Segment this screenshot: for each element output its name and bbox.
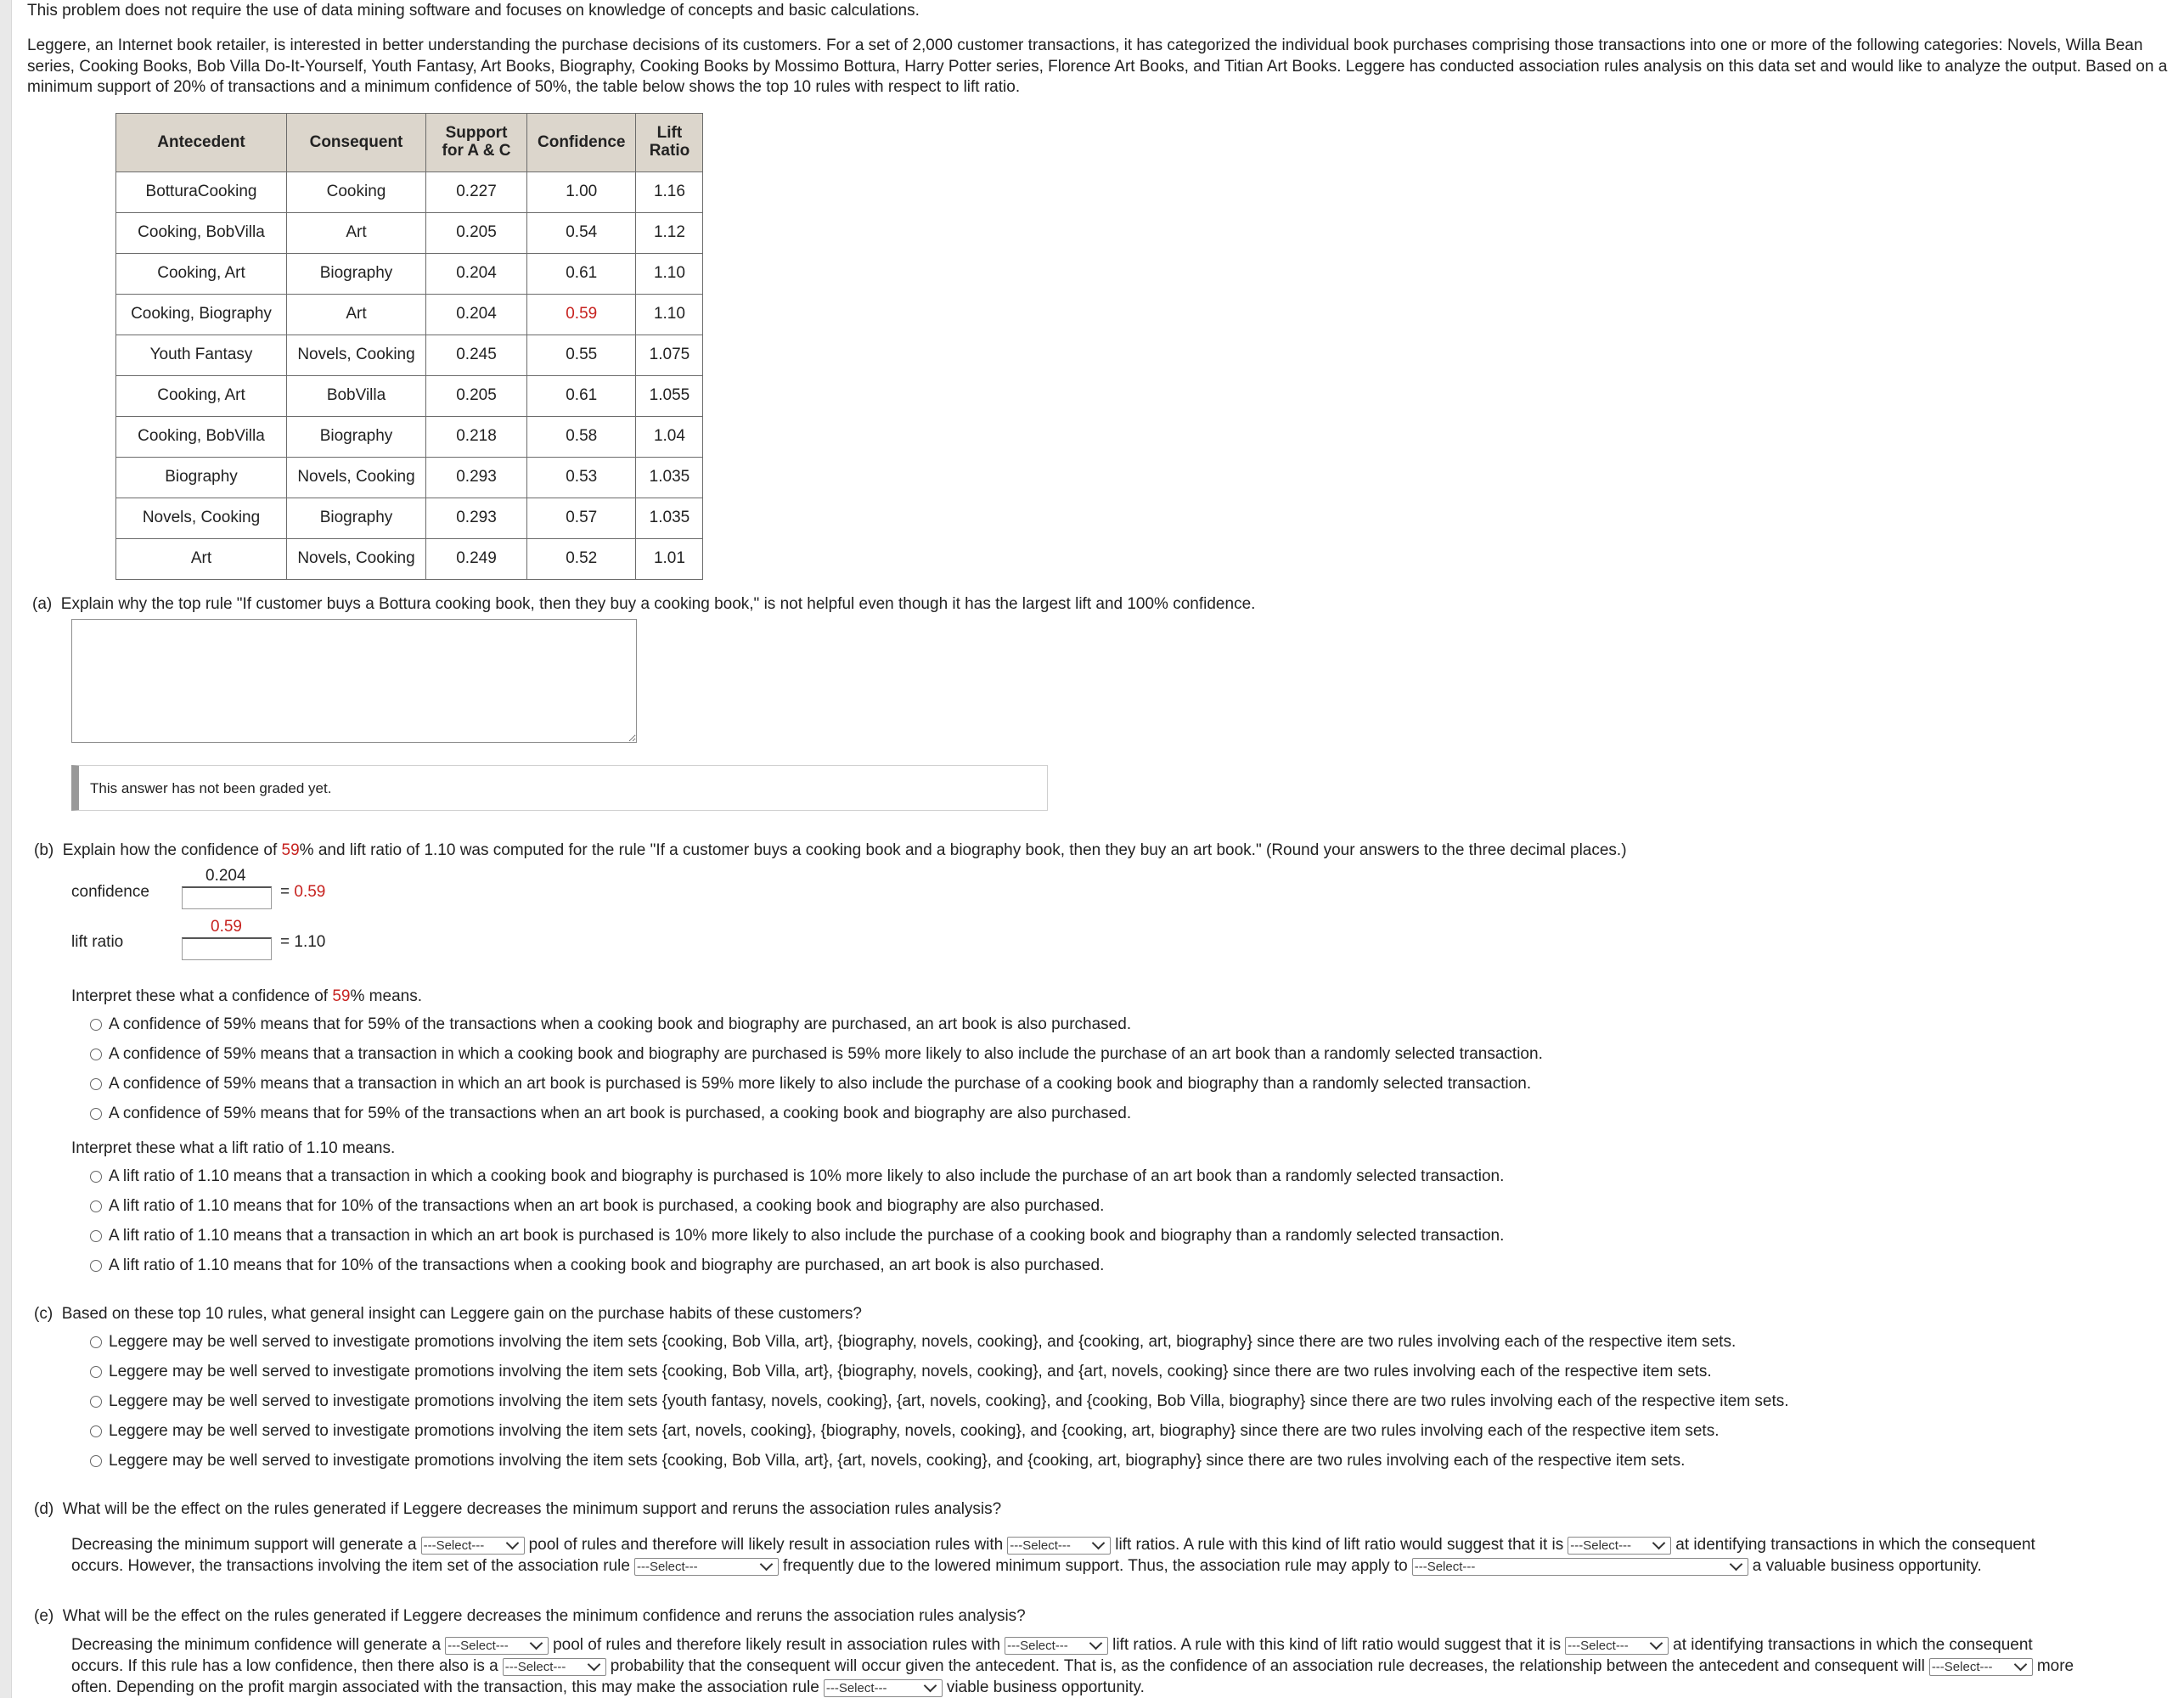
- cell-antecedent: Cooking, Art: [116, 376, 287, 417]
- radio-button[interactable]: [90, 1336, 102, 1348]
- cell-support: 0.227: [426, 172, 527, 213]
- option-text: A lift ratio of 1.10 means that for 10% of the transactions when an art book is purchased, a cooking book and biography are also purchased.: [109, 1197, 1105, 1215]
- select-label: ---Select---: [1010, 1538, 1071, 1553]
- chevron-down-icon: [1729, 1557, 1742, 1571]
- cell-consequent: Biography: [287, 417, 426, 458]
- cell-antecedent: Cooking, BobVilla: [116, 417, 287, 458]
- part-e-text-3: lift ratios. A rule with this kind of lift ratio would suggest that it is: [1112, 1636, 1562, 1654]
- chevron-down-icon: [587, 1657, 600, 1671]
- part-e-text-1: Decreasing the minimum confidence will generate a: [71, 1636, 442, 1654]
- option-text: A confidence of 59% means that for 59% of the transactions when a cooking book and biography are purchased, an art book is also purchased.: [109, 1015, 1132, 1033]
- part-d-select-frequency[interactable]: [634, 1558, 779, 1576]
- cell-lift: 1.12: [636, 213, 703, 254]
- confidence-result: [280, 882, 325, 902]
- insight-option-2[interactable]: [90, 1362, 1712, 1382]
- part-d-line-2: [71, 1556, 1982, 1577]
- table-row: [116, 335, 703, 376]
- part-d-select-lift-level[interactable]: [1007, 1537, 1111, 1555]
- part-e-select-relationship[interactable]: [1929, 1658, 2033, 1676]
- cell-support: 0.205: [426, 376, 527, 417]
- part-d-text-1: Decreasing the minimum support will generate a: [71, 1536, 417, 1554]
- cell-confidence: 1.00: [527, 172, 636, 213]
- confidence-denominator-input[interactable]: [182, 886, 272, 909]
- option-text: Leggere may be well served to investigate promotions involving the item sets {art, novels, cooking}, {biography, novels, cooking}, and {cooking, art, biography} since there are two rules involving each of the respective item sets.: [109, 1422, 1720, 1440]
- part-d-text-5: occurs. However, the transactions involving the item set of the association rule: [71, 1557, 630, 1575]
- cell-confidence: 0.61: [527, 254, 636, 295]
- confidence-equals: =: [280, 883, 295, 901]
- part-a-question: (a) Explain why the top rule "If customer buys a Bottura cooking book, then they buy a cooking book," is not helpful even though it has the largest lift and 100% confidence.: [32, 595, 1256, 613]
- cell-consequent: Art: [287, 295, 426, 335]
- cell-antecedent: Cooking, Art: [116, 254, 287, 295]
- header-lift: Lift Ratio: [636, 114, 703, 172]
- insight-option-4[interactable]: [90, 1421, 1720, 1442]
- option-text: Leggere may be well served to investigate promotions involving the item sets {cooking, Bob Villa, art}, {art, novels, cooking}, and {cooking, art, biography} since there are two rules involving each of the respective item sets.: [109, 1452, 1686, 1470]
- lift-option-2[interactable]: [90, 1196, 1104, 1217]
- table-row: [116, 172, 703, 213]
- lift-denominator-input[interactable]: [182, 937, 272, 960]
- option-text: Leggere may be well served to investigate promotions involving the item sets {cooking, Bob Villa, art}, {biography, novels, cooking}, and {cooking, art, biography} since there are two rules involving each of the respective item sets.: [109, 1333, 1737, 1351]
- cell-antecedent: Novels, Cooking: [116, 498, 287, 539]
- part-d-text-2: pool of rules and therefore will likely result in association rules with: [528, 1536, 1004, 1554]
- interpret-confidence-value: 59: [332, 987, 351, 1005]
- select-label: ---Select---: [423, 1538, 485, 1553]
- cell-confidence: 0.54: [527, 213, 636, 254]
- cell-consequent: Biography: [287, 254, 426, 295]
- table-row: [116, 539, 703, 580]
- radio-button[interactable]: [90, 1049, 102, 1060]
- cell-support: 0.249: [426, 539, 527, 580]
- select-label: ---Select---: [1007, 1638, 1068, 1653]
- lift-option-4[interactable]: [90, 1256, 1104, 1276]
- cell-consequent: Novels, Cooking: [287, 539, 426, 580]
- cell-lift: 1.035: [636, 498, 703, 539]
- cell-support: 0.293: [426, 498, 527, 539]
- cell-support: 0.245: [426, 335, 527, 376]
- confidence-label: confidence: [71, 883, 149, 901]
- part-d-select-effectiveness[interactable]: [1568, 1537, 1671, 1555]
- part-e-text-9: viable business opportunity.: [946, 1678, 1145, 1696]
- chevron-down-icon: [1652, 1536, 1666, 1549]
- cell-confidence: 0.52: [527, 539, 636, 580]
- header-support: Support for A & C: [426, 114, 527, 172]
- part-d-line-1: [71, 1535, 2035, 1555]
- select-label: ---Select---: [447, 1638, 509, 1653]
- part-d-question: (d) What will be the effect on the rules generated if Leggere decreases the minimum support and reruns the association rules analysis?: [34, 1500, 1002, 1518]
- part-b-question-end: % and lift ratio of 1.10 was computed for the rule "If a customer buys a cooking book and a biography book, then they buy an art book." (Round your answers to the three decimal places.): [299, 841, 1627, 859]
- select-label: ---Select---: [1414, 1559, 1476, 1574]
- cell-lift: 1.10: [636, 295, 703, 335]
- table-row: [116, 376, 703, 417]
- part-b-question: [34, 841, 1627, 861]
- lift-numerator: 0.59: [211, 918, 242, 936]
- part-e-text-2: pool of rules and therefore likely result in association rules with: [553, 1636, 1001, 1654]
- part-d-text-3: lift ratios. A rule with this kind of lift ratio would suggest that it is: [1115, 1536, 1564, 1554]
- part-d-text-7: a valuable business opportunity.: [1752, 1557, 1982, 1575]
- cell-consequent: Novels, Cooking: [287, 458, 426, 498]
- cell-antecedent: BotturaCooking: [116, 172, 287, 213]
- cell-lift: 1.16: [636, 172, 703, 213]
- option-text: A confidence of 59% means that a transaction in which an art book is purchased is 59% more likely to also include the purchase of a cooking book and biography than a randomly selected transaction.: [109, 1075, 1532, 1093]
- intro-note: This problem does not require the use of data mining software and focuses on knowledge of concepts and basic calculations.: [27, 2, 920, 20]
- select-label: ---Select---: [636, 1559, 698, 1574]
- option-text: A confidence of 59% means that a transaction in which a cooking book and biography are purchased is 59% more likely to also include the purchase of an art book than a randomly selected transaction.: [109, 1045, 1543, 1063]
- cell-support: 0.205: [426, 213, 527, 254]
- cell-support: 0.218: [426, 417, 527, 458]
- table-row: [116, 417, 703, 458]
- cell-consequent: BobVilla: [287, 376, 426, 417]
- cell-confidence: 0.53: [527, 458, 636, 498]
- select-label: ---Select---: [1568, 1638, 1629, 1653]
- cell-consequent: Cooking: [287, 172, 426, 213]
- table-row: [116, 498, 703, 539]
- part-d-select-applicability[interactable]: [1412, 1558, 1748, 1576]
- table-row: [116, 295, 703, 335]
- part-a-answer-textarea[interactable]: [71, 619, 637, 743]
- option-text: A lift ratio of 1.10 means that for 10% of the transactions when a cooking book and biography are purchased, an art book is also purchased.: [109, 1257, 1105, 1274]
- lift-ratio-label: lift ratio: [71, 933, 124, 951]
- confidence-result-value: 0.59: [294, 883, 326, 901]
- table-header-row: [116, 114, 703, 172]
- chevron-down-icon: [1650, 1636, 1663, 1650]
- radio-button[interactable]: [90, 1171, 102, 1183]
- confidence-numerator: 0.204: [205, 867, 246, 885]
- table-row: [116, 458, 703, 498]
- cell-consequent: Biography: [287, 498, 426, 539]
- part-e-line-1: [71, 1635, 2033, 1656]
- cell-confidence: 0.57: [527, 498, 636, 539]
- chevron-down-icon: [530, 1636, 543, 1650]
- cell-lift: 1.055: [636, 376, 703, 417]
- radio-button[interactable]: [90, 1425, 102, 1437]
- part-e-select-probability[interactable]: [503, 1658, 606, 1676]
- part-e-line-3: [71, 1678, 1145, 1698]
- radio-button[interactable]: [90, 1200, 102, 1212]
- chevron-down-icon: [505, 1536, 519, 1549]
- insight-option-3[interactable]: [90, 1392, 1789, 1412]
- confidence-option-1[interactable]: [90, 1015, 1131, 1035]
- insight-option-5[interactable]: [90, 1451, 1685, 1471]
- lift-option-3[interactable]: [90, 1226, 1504, 1246]
- radio-button[interactable]: [90, 1260, 102, 1272]
- header-antecedent: Antecedent: [116, 114, 287, 172]
- part-d-text-6: frequently due to the lowered minimum support. Thus, the association rule may apply to: [782, 1557, 1408, 1575]
- part-b-confidence-value: 59: [281, 841, 300, 859]
- cell-antecedent: Biography: [116, 458, 287, 498]
- header-consequent: Consequent: [287, 114, 426, 172]
- part-e-select-viability[interactable]: [824, 1679, 943, 1697]
- cell-confidence: 0.55: [527, 335, 636, 376]
- table-row: [116, 213, 703, 254]
- interpret-confidence-prompt: [71, 987, 422, 1007]
- part-e-question: (e) What will be the effect on the rules generated if Leggere decreases the minimum confidence and reruns the association rules analysis?: [34, 1607, 1026, 1625]
- cell-antecedent: Cooking, Biography: [116, 295, 287, 335]
- interpret-confidence-end: % means.: [350, 987, 422, 1005]
- part-e-text-6: probability that the consequent will occur given the antecedent. That is, as the confidence of an association rule decreases, the relationship between the antecedent and consequent will: [610, 1657, 1925, 1675]
- cell-confidence-highlighted: 0.59: [527, 295, 636, 335]
- option-text: Leggere may be well served to investigate promotions involving the item sets {cooking, Bob Villa, art}, {biography, novels, cooking}, and {art, novels, cooking} since there are two rules involving each of the respective item sets.: [109, 1363, 1712, 1380]
- chevron-down-icon: [1092, 1536, 1106, 1549]
- radio-button[interactable]: [90, 1396, 102, 1408]
- cell-confidence: 0.61: [527, 376, 636, 417]
- select-label: ---Select---: [504, 1659, 566, 1674]
- cell-confidence: 0.58: [527, 417, 636, 458]
- rules-table: [115, 113, 703, 580]
- option-text: A confidence of 59% means that for 59% of the transactions when an art book is purchased, a cooking book and biography are also purchased.: [109, 1105, 1132, 1122]
- radio-button[interactable]: [90, 1019, 102, 1031]
- insight-option-1[interactable]: [90, 1332, 1736, 1352]
- option-text: A lift ratio of 1.10 means that a transaction in which a cooking book and biography is purchased is 10% more likely to also include the purchase of an art book than a randomly selected transaction.: [109, 1167, 1505, 1185]
- select-label: ---Select---: [1931, 1659, 1993, 1674]
- select-label: ---Select---: [1570, 1538, 1631, 1553]
- part-e-text-7: more: [2036, 1657, 2074, 1675]
- cell-support: 0.293: [426, 458, 527, 498]
- option-text: Leggere may be well served to investigate promotions involving the item sets {youth fantasy, novels, cooking}, {art, novels, cooking}, and {cooking, Bob Villa, biography} since there are two rules involving each of the respective item sets.: [109, 1392, 1789, 1410]
- cell-lift: 1.04: [636, 417, 703, 458]
- lift-option-1[interactable]: [90, 1167, 1504, 1187]
- left-margin-bar: [0, 0, 12, 1698]
- radio-button[interactable]: [90, 1078, 102, 1090]
- part-e-select-pool-size[interactable]: [445, 1637, 549, 1655]
- confidence-option-3[interactable]: [90, 1074, 1531, 1094]
- part-e-select-effectiveness[interactable]: [1565, 1637, 1669, 1655]
- graded-status-box: This answer has not been graded yet.: [71, 765, 1048, 811]
- part-e-text-5: occurs. If this rule has a low confidence, then there also is a: [71, 1657, 498, 1675]
- cell-lift: 1.035: [636, 458, 703, 498]
- chevron-down-icon: [924, 1678, 937, 1692]
- cell-consequent: Novels, Cooking: [287, 335, 426, 376]
- cell-antecedent: Art: [116, 539, 287, 580]
- part-d-select-pool-size[interactable]: [421, 1537, 525, 1555]
- chevron-down-icon: [760, 1557, 774, 1571]
- chevron-down-icon: [1089, 1636, 1103, 1650]
- radio-button[interactable]: [90, 1230, 102, 1242]
- cell-support: 0.204: [426, 295, 527, 335]
- part-d-text-4: at identifying transactions in which the consequent: [1675, 1536, 2035, 1554]
- chevron-down-icon: [2014, 1657, 2028, 1671]
- confidence-option-2[interactable]: [90, 1044, 1543, 1065]
- interpret-lift-prompt: Interpret these what a lift ratio of 1.10 means.: [71, 1139, 396, 1157]
- interpret-confidence-start: Interpret these what a confidence of: [71, 987, 333, 1005]
- radio-button[interactable]: [90, 1455, 102, 1467]
- part-e-text-8: often. Depending on the profit margin associated with the transaction, this may make the association rule: [71, 1678, 819, 1696]
- cell-support: 0.204: [426, 254, 527, 295]
- cell-antecedent: Youth Fantasy: [116, 335, 287, 376]
- table-row: [116, 254, 703, 295]
- cell-lift: 1.01: [636, 539, 703, 580]
- intro-text: Leggere, an Internet book retailer, is interested in better understanding the purchase decisions of its customers. For a set of 2,000 customer transactions, it has categorized the individual book purchases comprising those transactions into one or more of the following categories: Novels, Willa Bean series, Cooking Books, Bob Villa Do-It-Yourself, Youth Fantasy, Art Books, Biography, Cooking Books by Mossimo Bottura, Harry Potter series, Florence Art Books, and Titian Art Books. Leggere has conducted association rules analysis on this data set and would like to analyze the output. Based on a minimum support of 20% of transactions and a minimum confidence of 50%, the table below shows the top 10 rules with respect to lift ratio.: [27, 37, 2168, 96]
- cell-consequent: Art: [287, 213, 426, 254]
- cell-antecedent: Cooking, BobVilla: [116, 213, 287, 254]
- part-e-text-4: at identifying transactions in which the consequent: [1673, 1636, 2033, 1654]
- part-b-question-start: (b) Explain how the confidence of: [34, 841, 282, 859]
- header-confidence: Confidence: [527, 114, 636, 172]
- confidence-option-4[interactable]: [90, 1104, 1131, 1124]
- part-e-line-2: [71, 1656, 2074, 1677]
- option-text: A lift ratio of 1.10 means that a transaction in which an art book is purchased is 10% more likely to also include the purchase of a cooking book and biography than a randomly selected transaction.: [109, 1227, 1505, 1245]
- select-label: ---Select---: [825, 1680, 887, 1695]
- cell-lift: 1.10: [636, 254, 703, 295]
- radio-button[interactable]: [90, 1108, 102, 1120]
- lift-result: = 1.10: [280, 933, 326, 951]
- part-e-select-lift-level[interactable]: [1005, 1637, 1108, 1655]
- radio-button[interactable]: [90, 1366, 102, 1378]
- cell-lift: 1.075: [636, 335, 703, 376]
- part-c-question: (c) Based on these top 10 rules, what general insight can Leggere gain on the purchase habits of these customers?: [34, 1305, 862, 1323]
